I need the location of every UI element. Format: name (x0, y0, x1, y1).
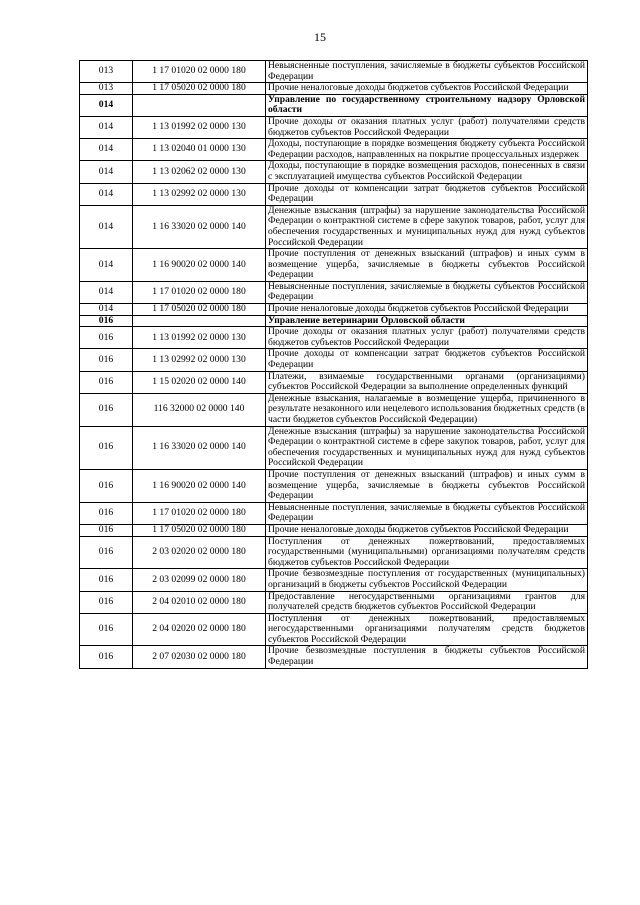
table-row (80, 393, 588, 426)
revenue-name-cell: Прочие доходы от оказания платных услуг (работ) получателями средств бюджетов субъектов Российской Федерации (266, 116, 588, 138)
revenue-name-cell: Прочие неналоговые доходы бюджетов субъектов Российской Федерации (266, 83, 588, 95)
table-row (80, 249, 588, 282)
admin-code-cell: 016 (80, 536, 133, 569)
budget-code-cell: 1 13 02062 02 0000 130 (133, 161, 266, 183)
budget-code-cell (133, 315, 266, 327)
admin-code-cell: 016 (80, 393, 133, 426)
budget-code-cell: 1 16 90020 02 0000 140 (133, 249, 266, 282)
table-row (80, 161, 588, 183)
section-header-row (80, 94, 588, 116)
admin-code-cell: 014 (80, 183, 133, 205)
budget-code-cell: 1 17 05020 02 0000 180 (133, 524, 266, 536)
admin-code-cell: 016 (80, 315, 133, 327)
budget-code-cell: 1 16 33020 02 0000 140 (133, 426, 266, 469)
admin-code-cell: 014 (80, 116, 133, 138)
budget-code-cell: 1 13 02040 01 0000 130 (133, 139, 266, 161)
budget-code-cell: 1 17 01020 02 0000 180 (133, 502, 266, 524)
table-row (80, 613, 588, 646)
revenue-name-cell: Прочие безвозмездные поступления от государственных (муниципальных) организаций в бюджеты субъектов Российской Федерации (266, 569, 588, 591)
table-row (80, 646, 588, 668)
table-row (80, 591, 588, 613)
page-number: 15 (314, 30, 326, 44)
revenue-name-cell: Предоставление негосударственными организациями грантов для получателей средств бюджетов субъектов Российской Федерации (266, 591, 588, 613)
admin-code-cell: 014 (80, 249, 133, 282)
admin-code-cell: 013 (80, 61, 133, 83)
admin-code-cell: 016 (80, 591, 133, 613)
budget-code-cell: 2 07 02030 02 0000 180 (133, 646, 266, 668)
table-row (80, 61, 588, 83)
admin-code-cell: 014 (80, 281, 133, 303)
table-row (80, 349, 588, 371)
admin-code-cell: 013 (80, 83, 133, 95)
table-row (80, 281, 588, 303)
table-row (80, 327, 588, 349)
revenue-name-cell: Поступления от денежных пожертвований, предоставляемых негосударственными организациями получателям средств бюджетов субъектов Российской Федерации (266, 613, 588, 646)
budget-code-cell: 1 13 02992 02 0000 130 (133, 349, 266, 371)
revenue-name-cell: Денежные взыскания (штрафы) за нарушение законодательства Российской Федерации о контрактной системе в сфере закупок товаров, работ, услуг для обеспечения государственных и муниципальных нужд для нужд субъектов Российской Федерации (266, 426, 588, 469)
budget-code-cell: 1 13 02992 02 0000 130 (133, 183, 266, 205)
budget-code-cell: 1 17 01020 02 0000 180 (133, 61, 266, 83)
table-row (80, 183, 588, 205)
table-row (80, 83, 588, 95)
budget-code-cell: 1 13 01992 02 0000 130 (133, 327, 266, 349)
revenue-name-cell: Денежные взыскания (штрафы) за нарушение законодательства Российской Федерации о контрактной системе в сфере закупок товаров, работ, услуг для обеспечения государственных и муниципальных нужд для нужд субъектов Российской Федерации (266, 205, 588, 248)
budget-code-cell: 2 03 02020 02 0000 180 (133, 536, 266, 569)
table-row (80, 469, 588, 502)
revenue-name-cell: Прочие неналоговые доходы бюджетов субъектов Российской Федерации (266, 304, 588, 316)
admin-code-cell: 016 (80, 502, 133, 524)
revenue-name-cell: Прочие поступления от денежных взысканий (штрафов) и иных сумм в возмещение ущерба, зачисляемые в бюджеты субъектов Российской Федерации (266, 249, 588, 282)
revenue-name-cell: Невыясненные поступления, зачисляемые в бюджеты субъектов Российской Федерации (266, 281, 588, 303)
table-row (80, 536, 588, 569)
revenue-name-cell: Невыясненные поступления, зачисляемые в бюджеты субъектов Российской Федерации (266, 502, 588, 524)
admin-code-cell: 016 (80, 569, 133, 591)
table-row (80, 502, 588, 524)
budget-code-cell: 1 16 33020 02 0000 140 (133, 205, 266, 248)
section-header-row (80, 315, 588, 327)
budget-code-cell: 2 04 02020 02 0000 180 (133, 613, 266, 646)
budget-code-cell: 1 17 05020 02 0000 180 (133, 304, 266, 316)
revenue-name-cell: Доходы, поступающие в порядке возмещения расходов, понесенных в связи с эксплуатацией имущества субъектов Российской Федерации (266, 161, 588, 183)
admin-code-cell: 014 (80, 94, 133, 116)
budget-code-cell: 1 17 01020 02 0000 180 (133, 281, 266, 303)
budget-code-cell (133, 94, 266, 116)
budget-code-cell: 2 03 02099 02 0000 180 (133, 569, 266, 591)
admin-code-cell: 016 (80, 469, 133, 502)
admin-code-cell: 016 (80, 646, 133, 668)
admin-code-cell: 016 (80, 371, 133, 393)
revenue-name-cell: Прочие неналоговые доходы бюджетов субъектов Российской Федерации (266, 524, 588, 536)
revenue-name-cell: Поступления от денежных пожертвований, предоставляемых государственными (муниципальными) организациями получателям средств бюджетов субъектов Российской Федерации (266, 536, 588, 569)
revenue-name-cell: Управление по государственному строительному надзору Орловской области (266, 94, 588, 116)
revenue-name-cell: Управление ветеринарии Орловской области (266, 315, 588, 327)
revenue-name-cell: Прочие доходы от компенсации затрат бюджетов субъектов Российской Федерации (266, 349, 588, 371)
budget-code-cell: 2 04 02010 02 0000 180 (133, 591, 266, 613)
table-row (80, 524, 588, 536)
table-row (80, 205, 588, 248)
table-row (80, 371, 588, 393)
revenue-name-cell: Платежи, взимаемые государственными органами (организациями) субъектов Российской Федерации за выполнение определенных функций (266, 371, 588, 393)
admin-code-cell: 016 (80, 327, 133, 349)
revenue-name-cell: Прочие доходы от компенсации затрат бюджетов субъектов Российской Федерации (266, 183, 588, 205)
table-row (80, 139, 588, 161)
admin-code-cell: 014 (80, 139, 133, 161)
budget-code-cell: 1 16 90020 02 0000 140 (133, 469, 266, 502)
revenue-name-cell: Невыясненные поступления, зачисляемые в бюджеты субъектов Российской Федерации (266, 61, 588, 83)
revenue-name-cell: Прочие безвозмездные поступления в бюджеты субъектов Российской Федерации (266, 646, 588, 668)
table-row (80, 116, 588, 138)
admin-code-cell: 016 (80, 613, 133, 646)
admin-code-cell: 014 (80, 161, 133, 183)
revenue-name-cell: Денежные взыскания, налагаемые в возмещение ущерба, причиненного в результате незаконного или нецелевого использования бюджетных средств (в части бюджетов субъектов Российской Федерации) (266, 393, 588, 426)
revenue-name-cell: Прочие доходы от оказания платных услуг (работ) получателями средств бюджетов субъектов Российской Федерации (266, 327, 588, 349)
table-row (80, 304, 588, 316)
revenue-codes-table (79, 60, 588, 669)
revenue-name-cell: Прочие поступления от денежных взысканий (штрафов) и иных сумм в возмещение ущерба, зачисляемые в бюджеты субъектов Российской Федерации (266, 469, 588, 502)
admin-code-cell: 016 (80, 349, 133, 371)
budget-code-cell: 116 32000 02 0000 140 (133, 393, 266, 426)
budget-code-cell: 1 17 05020 02 0000 180 (133, 83, 266, 95)
admin-code-cell: 014 (80, 304, 133, 316)
admin-code-cell: 016 (80, 426, 133, 469)
budget-code-cell: 1 13 01992 02 0000 130 (133, 116, 266, 138)
table-body (80, 61, 588, 669)
admin-code-cell: 014 (80, 205, 133, 248)
admin-code-cell: 016 (80, 524, 133, 536)
budget-code-cell: 1 15 02020 02 0000 140 (133, 371, 266, 393)
table-row (80, 426, 588, 469)
revenue-name-cell: Доходы, поступающие в порядке возмещения бюджету субъекта Российской Федерации расходов, направленных на покрытие процессуальных издержек (266, 139, 588, 161)
table-row (80, 569, 588, 591)
